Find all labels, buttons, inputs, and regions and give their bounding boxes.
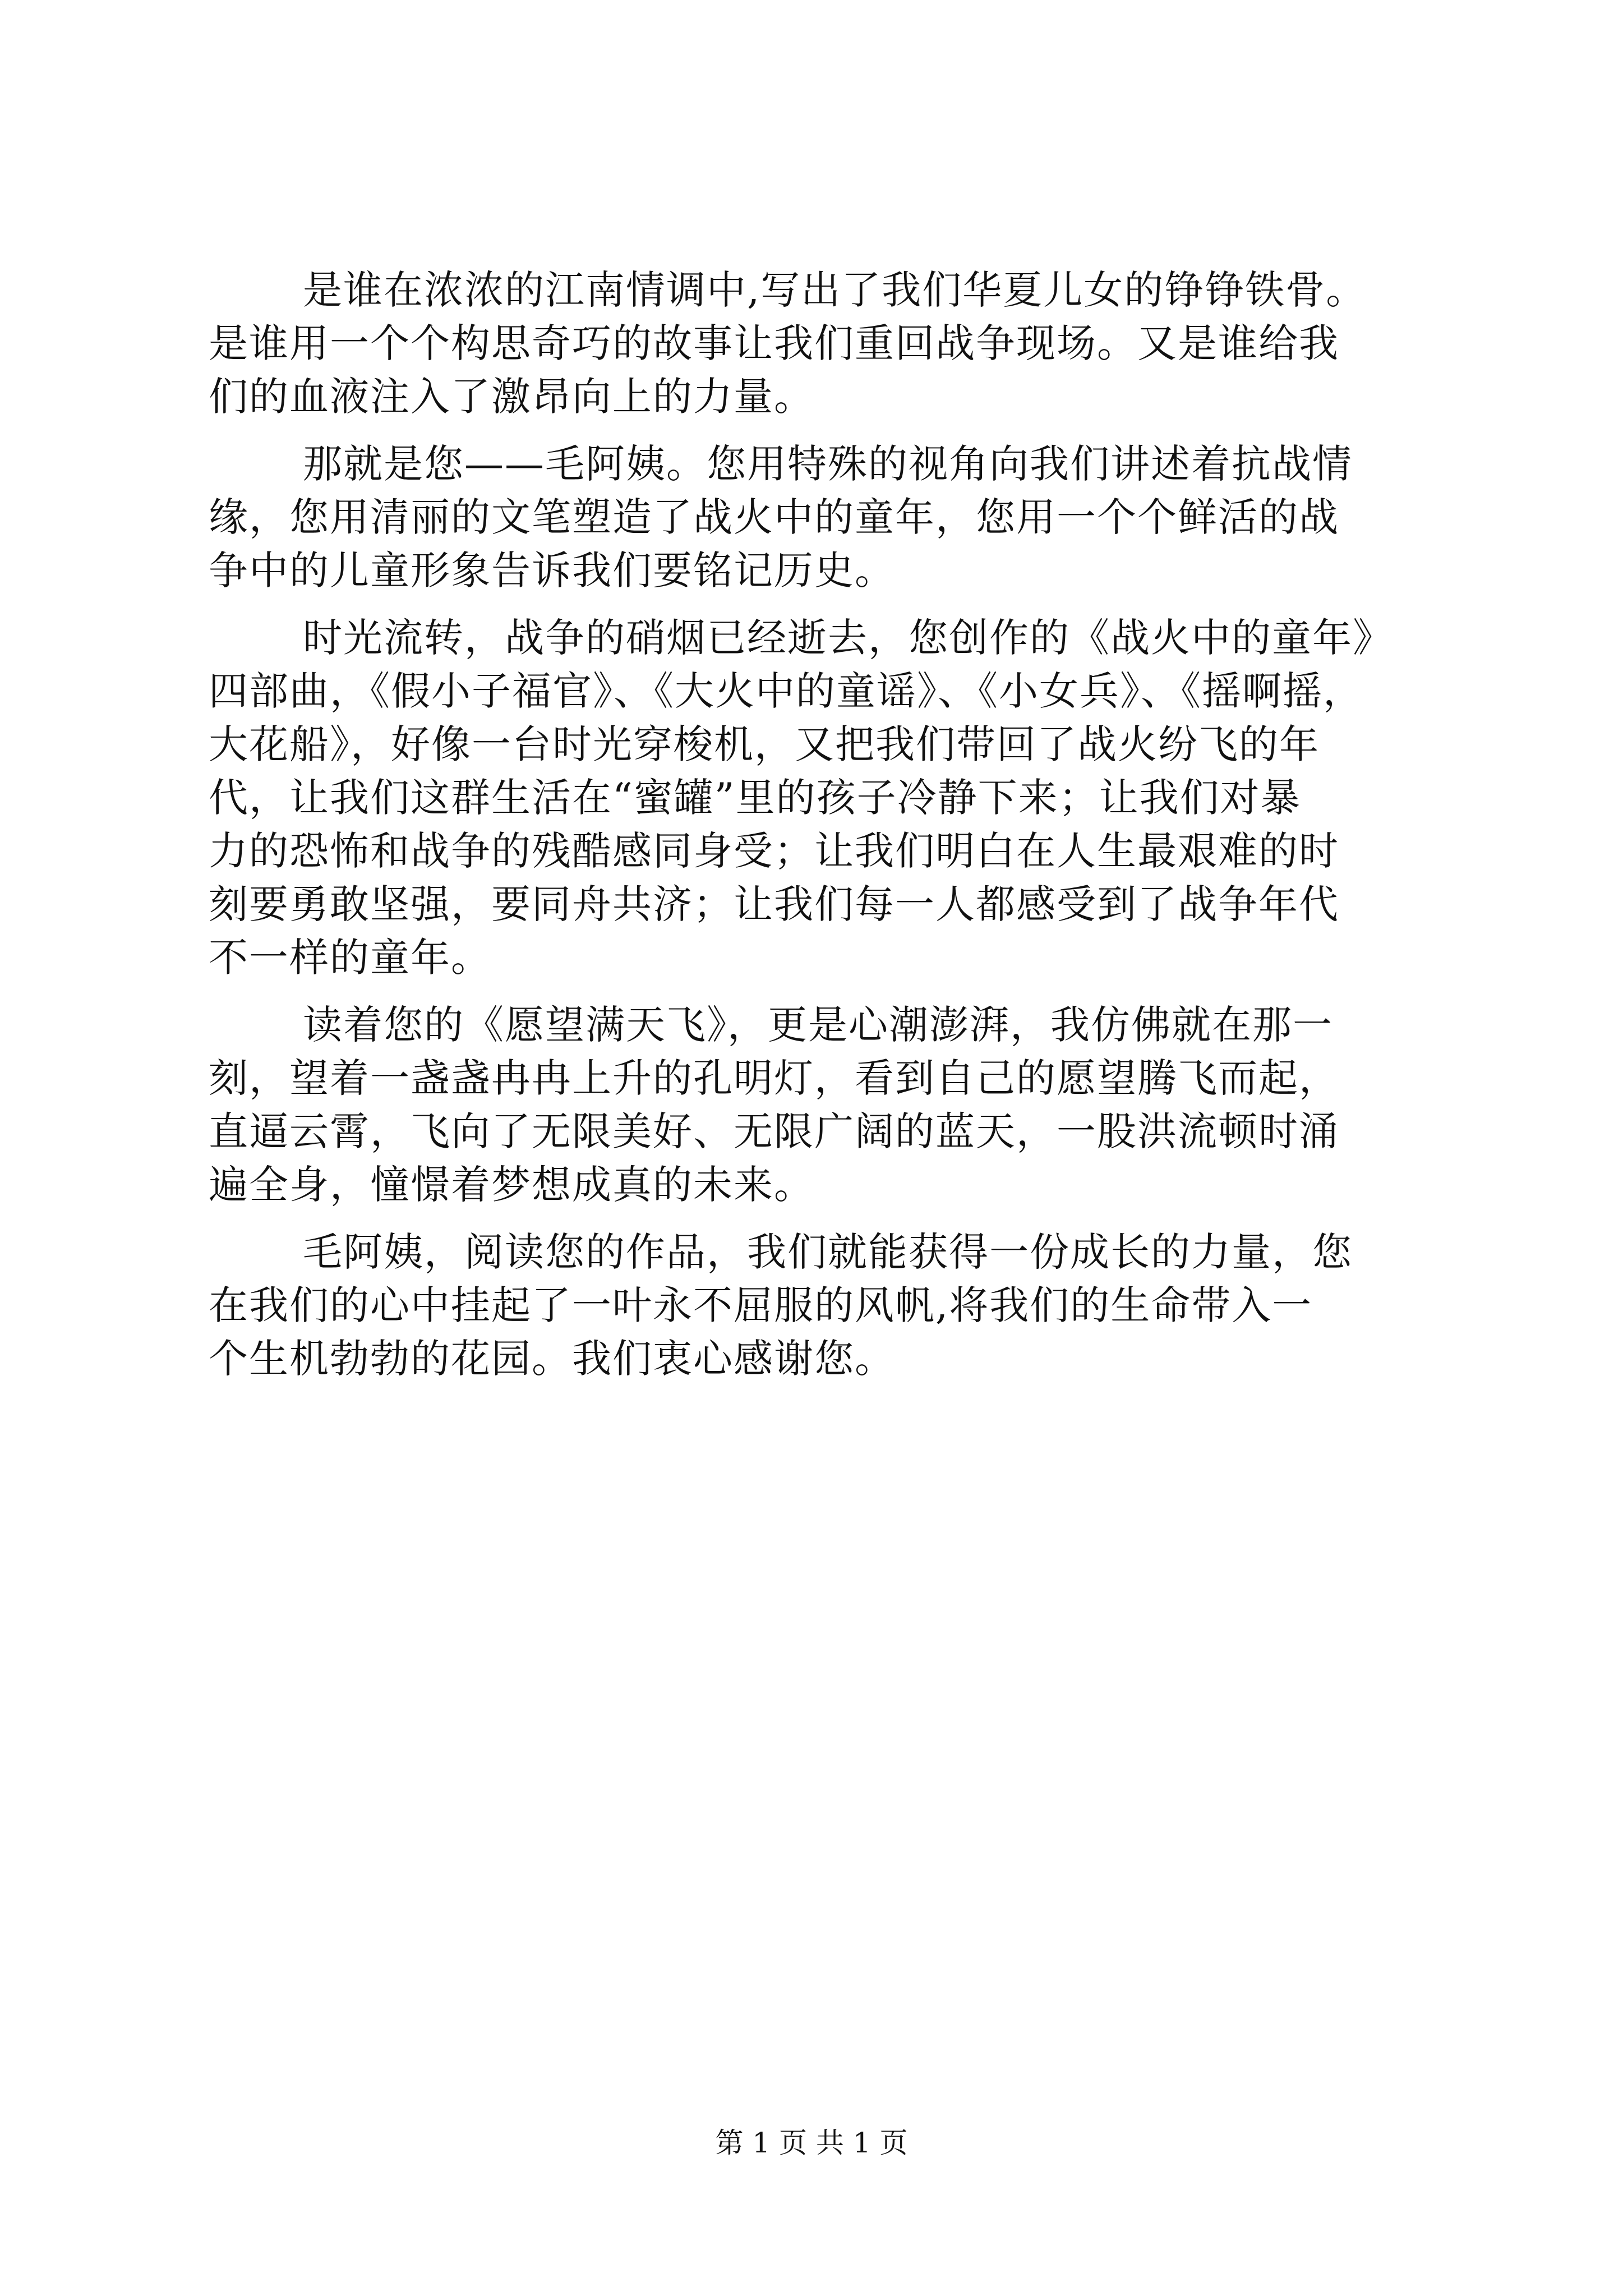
paragraph-line: 们的血液注入了激昂向上的力量。 [209, 374, 814, 420]
paragraph-1 [209, 264, 1431, 424]
paragraph-line: 是谁在浓浓的江南情调中,写出了我们华夏儿女的铮铮铁骨。 [303, 267, 1367, 313]
paragraph-5 [209, 1226, 1431, 1386]
paragraph-line: 争中的儿童形象告诉我们要铭记历史。 [209, 547, 895, 593]
paragraph-line: 刻要勇敢坚强，要同舟共济；让我们每一人都感受到了战争年代 [209, 881, 1339, 927]
paragraph-line: 四部曲，《假小子福官》、《大火中的童谣》、《小女兵》、《摇啊摇， [209, 668, 1363, 714]
paragraph-line: 遍全身，憧憬着梦想成真的未来。 [209, 1162, 814, 1208]
paragraph-line: 时光流转，战争的硝烟已经逝去，您创作的《战火中的童年》 [303, 615, 1393, 661]
paragraph-line: 缘，您用清丽的文笔塑造了战火中的童年，您用一个个鲜活的战 [209, 494, 1339, 540]
paragraph-line: 代，让我们这群生活在“蜜罐”里的孩子冷静下来；让我们对暴 [209, 775, 1301, 821]
paragraph-line: 力的恐怖和战争的残酷感同身受；让我们明白在人生最艰难的时 [209, 828, 1339, 874]
paragraph-line: 直逼云霄，飞向了无限美好、无限广阔的蓝天，一股洪流顿时涌 [209, 1108, 1339, 1154]
paragraph-2 [209, 438, 1431, 597]
paragraph-line: 不一样的童年。 [209, 935, 491, 981]
paragraph-3 [209, 611, 1431, 984]
paragraph-line: 个生机勃勃的花园。我们衷心感谢您。 [209, 1336, 895, 1382]
paragraph-line: 读着您的《愿望满天飞》，更是心潮澎湃，我仿佛就在那一 [303, 1002, 1333, 1048]
paragraph-line: 大花船》，好像一台时光穿梭机，又把我们带回了战火纷飞的年 [209, 721, 1320, 767]
paragraph-4 [209, 999, 1431, 1212]
paragraph-line: 那就是您——毛阿姨。您用特殊的视角向我们讲述着抗战情 [303, 441, 1353, 487]
document-body [209, 264, 1431, 1400]
page-footer: 第 1 页 共 1 页 [715, 2127, 908, 2159]
paragraph-line: 在我们的心中挂起了一叶永不屈服的风帆,将我们的生命带入一 [209, 1282, 1313, 1328]
paragraph-line: 毛阿姨，阅读您的作品，我们就能获得一份成长的力量，您 [303, 1229, 1353, 1275]
paragraph-line: 刻，望着一盏盏冉冉上升的孔明灯，看到自己的愿望腾飞而起， [209, 1055, 1339, 1101]
paragraph-line: 是谁用一个个构思奇巧的故事让我们重回战争现场。又是谁给我 [209, 320, 1339, 366]
